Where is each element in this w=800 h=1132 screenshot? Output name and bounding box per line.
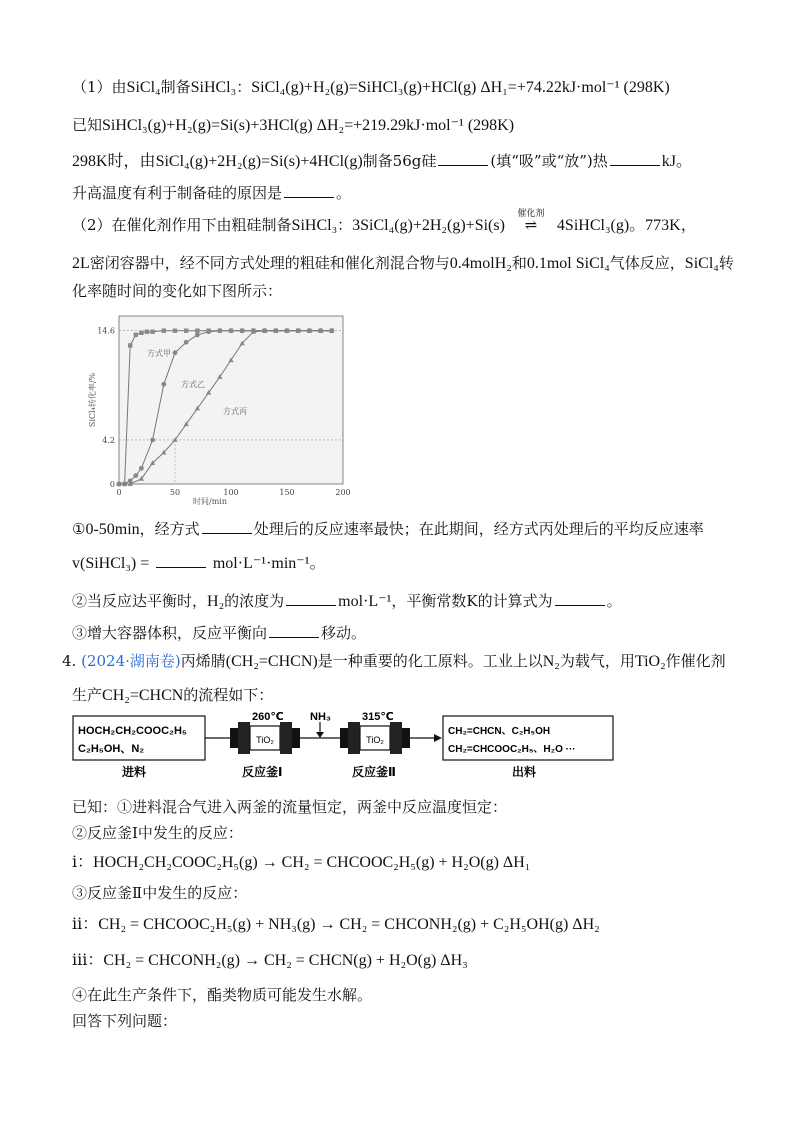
equation-4-product: 4SiHCl₃(g)。773K， bbox=[556, 217, 697, 234]
q2-sub2 bbox=[72, 590, 622, 613]
text: 处理后的反应速率最快；在此期间，经方式丙处理后的平均反应速率 bbox=[253, 520, 704, 538]
feed-line-2: C₂H₅OH、N₂ bbox=[78, 743, 145, 755]
series-label-jia: 方式甲 bbox=[147, 349, 171, 358]
text: SiCl₄ bbox=[684, 255, 719, 272]
catalyst-label: 催化剂 bbox=[517, 209, 545, 219]
text: ②当反应达平衡时， bbox=[72, 592, 208, 610]
conversion-chart bbox=[85, 308, 350, 508]
known-1: 已知：①进料混合气进入两釜的流量恒定，两釜中反应温度恒定： bbox=[72, 798, 508, 816]
text: 为载气，用 bbox=[559, 652, 635, 670]
text: 298K时，由 bbox=[72, 153, 156, 170]
data-point bbox=[145, 330, 149, 334]
text: ： bbox=[236, 78, 252, 96]
data-point bbox=[161, 382, 166, 387]
x-tick-label: 200 bbox=[335, 488, 350, 497]
formula-sicl4: SiCl₄ bbox=[126, 79, 161, 96]
text: (填“吸”或“放”)热 bbox=[490, 152, 608, 170]
data-point bbox=[162, 329, 166, 333]
q2-line-3: 化率随时间的变化如下图所示： bbox=[72, 282, 283, 300]
text: （2）在催化剂作用下由粗硅制备 bbox=[72, 216, 292, 234]
text: 已知 bbox=[72, 116, 103, 134]
y-tick-label: 4.2 bbox=[102, 435, 115, 445]
flow-svg bbox=[72, 712, 617, 792]
data-point bbox=[240, 328, 245, 333]
equation-2: SiHCl₃(g)+H₂(g)=Si(s)+3HCl(g) ΔH₂=+219.29kJ·mol⁻¹ (298K) bbox=[102, 117, 515, 134]
output-label: 出料 bbox=[512, 765, 537, 779]
data-point bbox=[184, 340, 189, 345]
text: 生产 bbox=[72, 686, 103, 704]
x-axis-label: 时间/min bbox=[193, 497, 227, 506]
data-point bbox=[139, 466, 144, 471]
data-point bbox=[139, 331, 143, 335]
q2-line-1: （2）在催化剂作用下由粗硅制备SiHCl₃：3SiCl₄(g)+2H₂(g)+Si(s) 催化剂 ⇌ 4SiHCl₃(g)。773K， bbox=[72, 214, 697, 237]
q4-line-2 bbox=[72, 684, 273, 707]
text: N₂ bbox=[542, 653, 560, 670]
data-point bbox=[184, 329, 188, 333]
reaction-ii: ⅱ：CH₂ = CHCOOC₂H₅(g) + NH₃(g) → CH₂ = CHCONH₂(g) + C₂H₅OH(g) ΔH₂ bbox=[72, 916, 600, 933]
text: 是一种重要的化工原料。工业上以 bbox=[317, 652, 543, 670]
text: 作催化剂 bbox=[665, 652, 726, 670]
reaction-i: ⅰ：HOCH₂CH₂COOC₂H₅(g) → CH₂ = CHCOOC₂H₅(g) + H₂O(g) ΔH₁ bbox=[72, 854, 531, 871]
data-point bbox=[173, 329, 177, 333]
text: 。 bbox=[336, 184, 352, 202]
text: mol·L⁻¹ bbox=[338, 593, 392, 610]
output-line-2: CH₂=CHCOOC₂H₅、H₂O ··· bbox=[448, 744, 576, 755]
data-point bbox=[195, 333, 200, 338]
output-line-1: CH₂=CHCN、C₂H₅OH bbox=[448, 726, 551, 737]
data-point bbox=[150, 438, 155, 443]
text: v(SiHCl₃) = bbox=[72, 555, 150, 572]
data-point bbox=[134, 333, 138, 337]
data-point bbox=[128, 343, 132, 347]
known-2: ②反应釜Ⅰ中发生的反应： bbox=[72, 824, 243, 842]
q1-line-4 bbox=[72, 182, 351, 204]
tio2-label-1: TiO₂ bbox=[256, 735, 274, 745]
text: 制备56g硅 bbox=[362, 152, 437, 170]
text: mol·L⁻¹·min⁻¹。 bbox=[212, 555, 326, 572]
text: 。 bbox=[606, 592, 622, 610]
data-point bbox=[229, 328, 234, 333]
text: 转 bbox=[718, 254, 734, 272]
feed-label: 进料 bbox=[122, 765, 147, 779]
data-point bbox=[195, 329, 199, 333]
data-point bbox=[133, 473, 138, 478]
text: ，经方式 bbox=[139, 520, 200, 538]
y-tick-label: 14.6 bbox=[97, 326, 115, 336]
x-tick-label: 100 bbox=[223, 488, 239, 497]
q1-line-2 bbox=[72, 114, 514, 137]
text: 升高温度有利于制备硅的原因是 bbox=[72, 184, 283, 202]
data-point bbox=[150, 330, 154, 334]
series-label-bing: 方式丙 bbox=[223, 407, 247, 416]
feed-line-1: HOCH₂CH₂COOC₂H₅ bbox=[78, 725, 187, 737]
temp-1: 260℃ bbox=[252, 712, 284, 723]
equation-3: SiCl₄(g)+2H₂(g)=Si(s)+4HCl(g) bbox=[155, 153, 363, 170]
text: 和 bbox=[511, 254, 527, 272]
reactor-2-label: 反应釜Ⅱ bbox=[352, 765, 396, 779]
reactor-2 bbox=[340, 722, 410, 754]
arrow-head bbox=[434, 734, 442, 742]
text: 丙烯腈 bbox=[180, 652, 226, 670]
question-source: (2024·湖南卷) bbox=[81, 652, 181, 670]
formula-sihcl3: SiHCl₃ bbox=[291, 217, 338, 234]
text: kJ。 bbox=[661, 153, 692, 170]
text: 制备 bbox=[160, 78, 191, 96]
answer-blank[interactable] bbox=[286, 591, 336, 606]
q1-line-1 bbox=[72, 76, 670, 99]
known-3: ③反应釜Ⅱ中发生的反应： bbox=[72, 884, 248, 902]
equation-1: SiCl₄(g)+H₂(g)=SiHCl₃(g)+HCl(g) ΔH₁=+74.22kJ·mol⁻¹ (298K) bbox=[251, 79, 670, 96]
y-tick-label: 0 bbox=[109, 480, 115, 489]
text: (CH₂=CHCN) bbox=[225, 653, 318, 670]
arrow-head bbox=[316, 732, 324, 738]
text: H₂ bbox=[207, 593, 225, 610]
q2-line-2 bbox=[72, 252, 734, 275]
answer-prompt: 回答下列问题： bbox=[72, 1012, 178, 1030]
reaction-iii: ⅲ：CH₂ = CHCONH₂(g) → CH₂ = CHCN(g) + H₂O(g) ΔH₃ bbox=[72, 952, 468, 969]
formula-sihcl3: SiHCl₃ bbox=[190, 79, 237, 96]
q2-sub1-line1 bbox=[72, 518, 704, 541]
nh3-label: NH₃ bbox=[310, 712, 331, 723]
data-point bbox=[217, 328, 222, 333]
series-label-yi: 方式乙 bbox=[181, 380, 205, 389]
q2-sub1-line2 bbox=[72, 552, 326, 575]
answer-blank[interactable] bbox=[269, 623, 319, 638]
answer-blank[interactable] bbox=[284, 183, 334, 198]
answer-blank[interactable] bbox=[156, 553, 206, 568]
reactor-1-label: 反应釜Ⅰ bbox=[242, 765, 283, 779]
answer-blank[interactable] bbox=[202, 519, 252, 534]
q1-prefix: （1）由 bbox=[72, 78, 127, 96]
y-axis-label: SiCl₄转化率/% bbox=[88, 372, 97, 428]
known-4: ④在此生产条件下，酯类物质可能发生水解。 bbox=[72, 986, 373, 1004]
process-flow-diagram bbox=[72, 712, 617, 792]
text: ① bbox=[72, 520, 86, 538]
x-tick-label: 150 bbox=[279, 488, 295, 497]
text: ，平衡常数K的计算式为 bbox=[391, 592, 553, 610]
plot-area bbox=[119, 316, 343, 484]
reversible-arrow: 催化剂 ⇌ bbox=[505, 214, 557, 236]
text: CH₂=CHCN bbox=[102, 687, 184, 704]
data-point bbox=[173, 350, 178, 355]
text: 2L bbox=[72, 255, 90, 272]
text: 的流程如下： bbox=[183, 686, 274, 704]
tio2-label-2: TiO₂ bbox=[366, 735, 384, 745]
reactor-1 bbox=[230, 722, 300, 754]
text: TiO₂ bbox=[634, 653, 666, 670]
text: 0.1mol SiCl₄ bbox=[526, 255, 610, 272]
answer-blank[interactable] bbox=[610, 151, 660, 166]
text: 0-50min bbox=[85, 521, 140, 538]
temp-2: 315℃ bbox=[362, 712, 394, 723]
text: ③增大容器体积，反应平衡向 bbox=[72, 624, 268, 642]
q2-sub3 bbox=[72, 622, 366, 644]
question-number: 4. bbox=[62, 652, 77, 670]
x-tick-label: 0 bbox=[116, 488, 122, 497]
answer-blank[interactable] bbox=[555, 591, 605, 606]
text: 的浓度为 bbox=[224, 592, 285, 610]
answer-blank[interactable] bbox=[438, 151, 488, 166]
equation-4: 3SiCl₄(g)+2H₂(g)+Si(s) bbox=[352, 217, 505, 234]
text: 密闭容器中，经不同方式处理的粗硅和催化剂混合物与 bbox=[89, 254, 450, 272]
chart-svg bbox=[85, 308, 350, 508]
data-point bbox=[206, 329, 211, 334]
text: 移动。 bbox=[321, 624, 367, 642]
text: 0.4molH₂ bbox=[449, 255, 512, 272]
text: 气体反应， bbox=[609, 254, 685, 272]
q1-line-3 bbox=[72, 150, 692, 173]
x-tick-label: 50 bbox=[169, 488, 181, 497]
q4-line-1 bbox=[62, 650, 726, 673]
